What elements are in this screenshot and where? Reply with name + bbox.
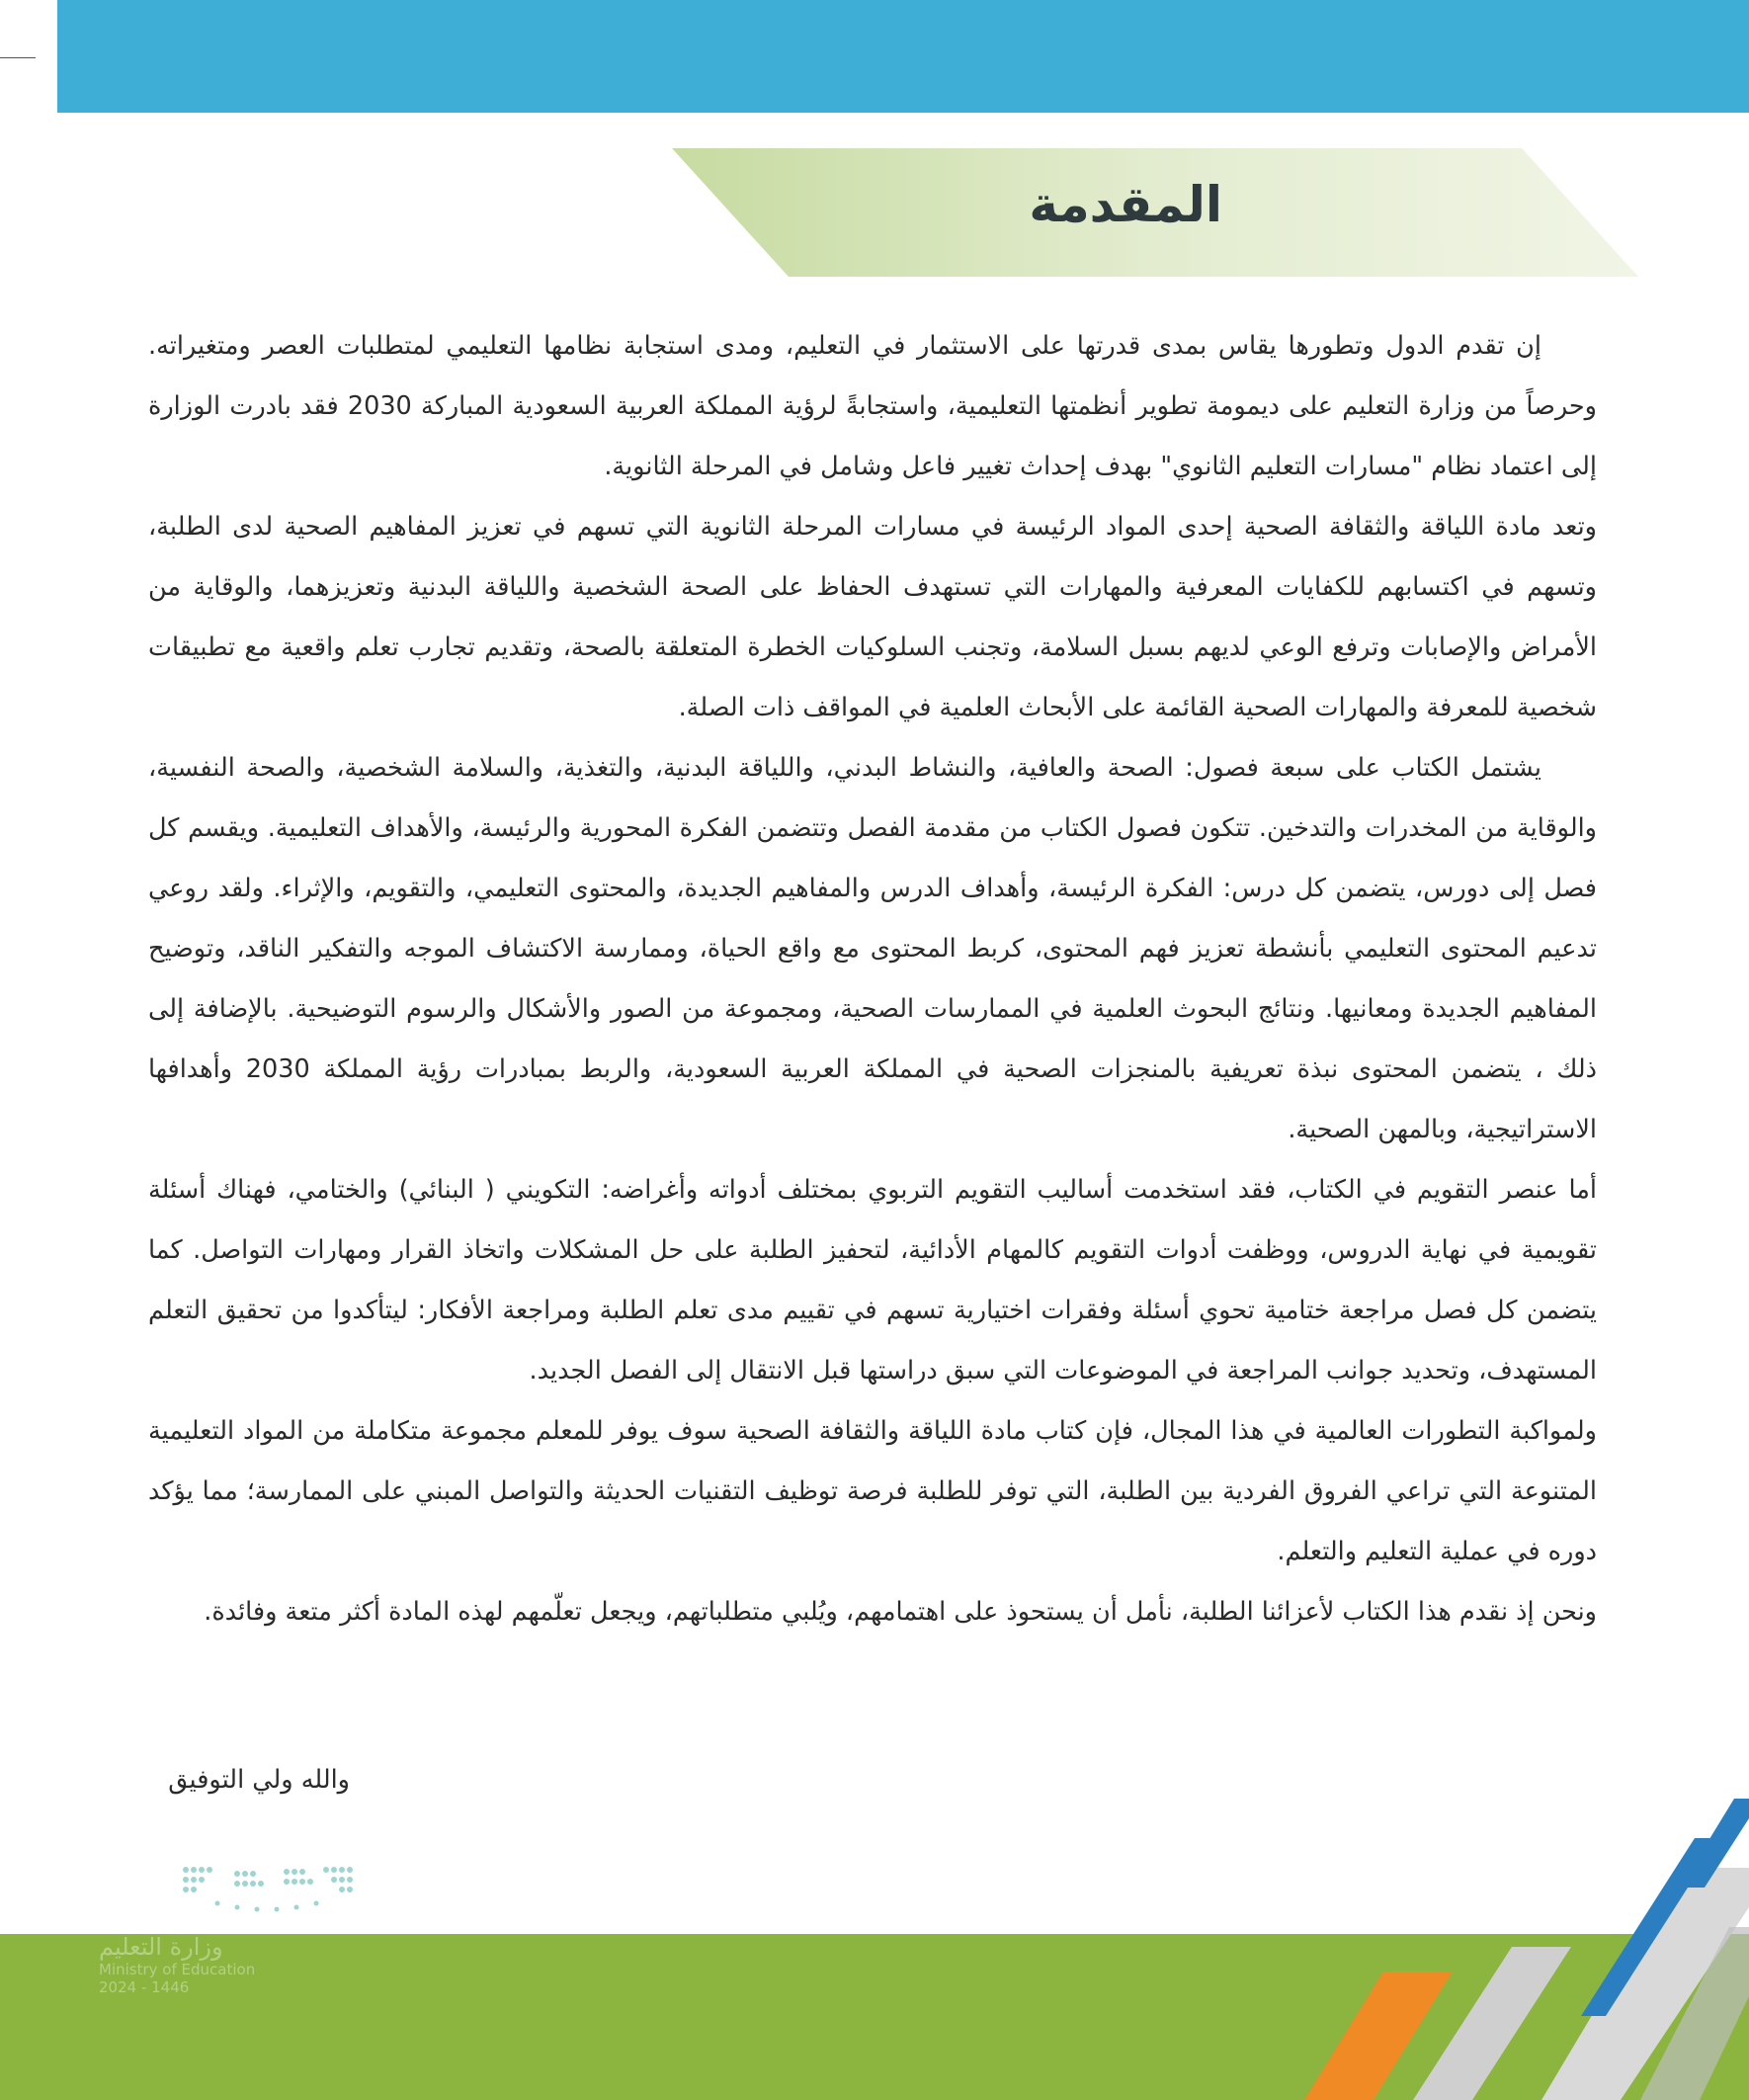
ministry-name-arabic: وزارة التعليم <box>99 1933 223 1961</box>
edition-year: 2024 - 1446 <box>99 1978 190 1996</box>
paragraph: إن تقدم الدول وتطورها يقاس بمدى قدرتها على الاستثمار في التعليم، ومدى استجابة نظامها التعليمي لمتطلبات العصر ومتغيراته. وحرصاً من وزارة التعليم على ديمومة تطوير أنظمتها التعليمية، واستجابةً لرؤية المملكة العربية السعودية المباركة 2030 فقد بادرت الوزارة إلى اعتماد نظام "مسارات التعليم الثانوي" بهدف إحداث تغيير فاعل وشامل في المرحلة الثانوية. <box>148 331 1597 481</box>
top-color-band <box>57 0 1749 113</box>
paragraph: يشتمل الكتاب على سبعة فصول: الصحة والعافية، والنشاط البدني، واللياقة البدنية، والتغذية، والسلامة الشخصية، والصحة النفسية، والوقاية من المخدرات والتدخين. تتكون فصول الكتاب من مقدمة الفصل وتتضمن الفكرة المحورية والرئيسة، والأهداف التعليمية. ويقسم كل فصل إلى دورس، يتضمن كل درس: الفكرة الرئيسة، وأهداف الدرس والمفاهيم الجديدة، والمحتوى التعليمي، والتقويم، والإثراء. ولقد روعي تدعيم المحتوى التعليمي بأنشطة تعزيز فهم المحتوى، كربط المحتوى مع واقع الحياة، وممارسة الاكتشاف الموجه والتفكير الناقد، وتوضيح المفاهيم الجديدة ومعانيها. ونتائج البحوث العلمية في الممارسات الصحية، ومجموعة من الصور والأشكال والرسوم التوضيحية. بالإضافة إلى ذلك ، يتضمن المحتوى نبذة تعريفية بالمنجزات الصحية في المملكة العربية السعودية، والربط بمبادرات رؤية المملكة 2030 وأهدافها الاستراتيجية، وبالمهن الصحية. <box>148 753 1597 1144</box>
ministry-logo <box>178 1860 361 1919</box>
crop-mark <box>0 57 36 58</box>
body-text <box>148 316 1597 1642</box>
paragraph: وتعد مادة اللياقة والثقافة الصحية إحدى المواد الرئيسة في مسارات المرحلة الثانوية التي تسهم في تعزيز المفاهيم الصحية لدى الطلبة، وتسهم في اكتسابهم للكفايات المعرفية والمهارات التي تستهدف الحفاظ على الصحة الشخصية واللياقة البدنية وتعزيزهما، والوقاية من الأمراض والإصابات وترفع الوعي لديهم بسبل السلامة، وتجنب السلوكيات الخطرة المتعلقة بالصحة، وتقديم تجارب تعلم واقعية مع تطبيقات شخصية للمعرفة والمهارات الصحية القائمة على الأبحاث العلمية في المواقف ذات الصلة. <box>148 512 1597 722</box>
closing-line: والله ولي التوفيق <box>168 1765 350 1795</box>
page-title: المقدمة <box>1029 176 1222 233</box>
paragraph: أما عنصر التقويم في الكتاب، فقد استخدمت أساليب التقويم التربوي بمختلف أدواته وأغراضه: التكويني ( البنائي) والختامي، فهناك أسئلة تقويمية في نهاية الدروس، ووظفت أدوات التقويم كالمهام الأدائية، لتحفيز الطلبة على حل المشكلات واتخاذ القرار ومهارات التواصل. كما يتضمن كل فصل مراجعة ختامية تحوي أسئلة وفقرات اختيارية تسهم في تقييم مدى تعلم الطلبة ومراجعة الأفكار: ليتأكدوا من تحقيق التعلم المستهدف، وتحديد جوانب المراجعة في الموضوعات التي سبق دراستها قبل الانتقال إلى الفصل الجديد. <box>148 1175 1597 1386</box>
ministry-logo-text <box>99 1933 296 1996</box>
paragraph: ونحن إذ نقدم هذا الكتاب لأعزائنا الطلبة، نأمل أن يستحوذ على اهتمامهم، ويُلبي متطلباتهم، ويجعل تعلّمهم لهذه المادة أكثر متعة وفائدة. <box>204 1597 1597 1627</box>
ministry-name-english: Ministry of Education <box>99 1961 256 1978</box>
paragraph: ولمواكبة التطورات العالمية في هذا المجال، فإن كتاب مادة اللياقة والثقافة الصحية سوف يوفر للمعلم مجموعة متكاملة من المواد التعليمية المتنوعة التي تراعي الفروق الفردية بين الطلبة، التي توفر للطلبة فرصة توظيف التقنيات الحديثة والتواصل المبني على الممارسة؛ مما يؤكد دوره في عملية التعليم والتعلم. <box>148 1416 1597 1566</box>
